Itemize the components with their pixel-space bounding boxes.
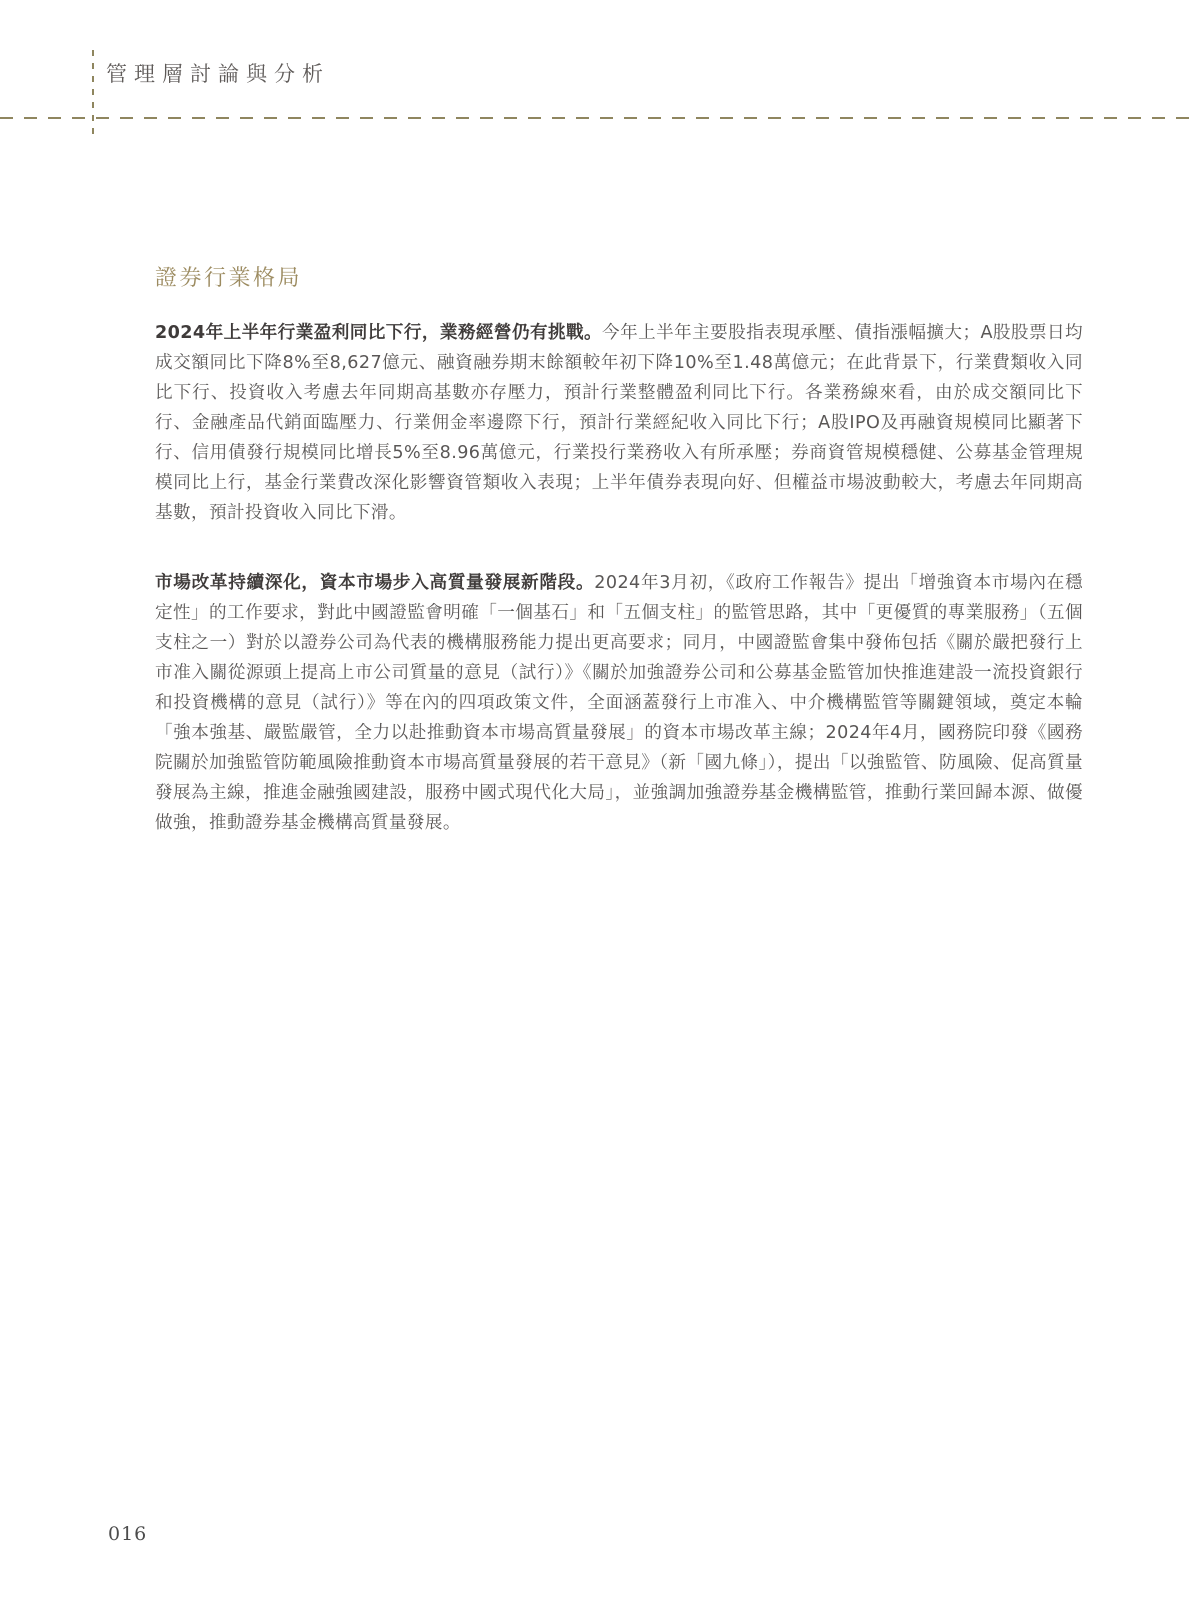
paragraph-industry-outlook [155,318,1083,528]
paragraph-market-reform-lead: 市場改革持續深化，資本市場步入高質量發展新階段。 [155,573,595,593]
page-number: 016 [108,1523,148,1545]
paragraph-market-reform [155,568,1083,838]
section-title: 證券行業格局 [155,266,303,291]
header-horizontal-dash-line [0,117,1190,119]
paragraph-industry-outlook-lead: 2024年上半年行業盈利同比下行，業務經營仍有挑戰。 [155,323,603,343]
content-area [155,266,1083,878]
header-vertical-dash-line [92,50,94,138]
page-header-title: 管理層討論與分析 [106,62,330,86]
paragraph-industry-outlook-body: 今年上半年主要股指表現承壓、債指漲幅擴大；A股股票日均成交額同比下降8%至8,627億元、融資融券期末餘額較年初下降10%至1.48萬億元；在此背景下，行業費類收入同比下行、投資收入考慮去年同期高基數亦存壓力，預計行業整體盈利同比下行。各業務線來看，由於成交額同比下行、金融產品代銷面臨壓力、行業佣金率邊際下行，預計行業經紀收入同比下行；A股IPO及再融資規模同比顯著下行、信用債發行規模同比增長5%至8.96萬億元，行業投行業務收入有所承壓；券商資管規模穩健、公募基金管理規模同比上行，基金行業費改深化影響資管類收入表現；上半年債券表現向好、但權益市場波動較大，考慮去年同期高基數，預計投資收入同比下滑。 [155,323,1083,523]
paragraph-market-reform-body: 2024年3月初，《政府工作報告》提出「增強資本市場內在穩定性」的工作要求，對此中國證監會明確「一個基石」和「五個支柱」的監管思路，其中「更優質的專業服務」（五個支柱之一）對於以證券公司為代表的機構服務能力提出更高要求；同月，中國證監會集中發佈包括《關於嚴把發行上市准入關從源頭上提高上市公司質量的意見（試行）》《關於加強證券公司和公募基金監管加快推進建設一流投資銀行和投資機構的意見（試行）》等在內的四項政策文件，全面涵蓋發行上市准入、中介機構監管等關鍵領域，奠定本輪「強本強基、嚴監嚴管，全力以赴推動資本市場高質量發展」的資本市場改革主線；2024年4月，國務院印發《國務院關於加強監管防範風險推動資本市場高質量發展的若干意見》（新「國九條」），提出「以強監管、防風險、促高質量發展為主線，推進金融強國建設，服務中國式現代化大局」，並強調加強證券基金機構監管，推動行業回歸本源、做優做強，推動證券基金機構高質量發展。 [155,573,1083,833]
